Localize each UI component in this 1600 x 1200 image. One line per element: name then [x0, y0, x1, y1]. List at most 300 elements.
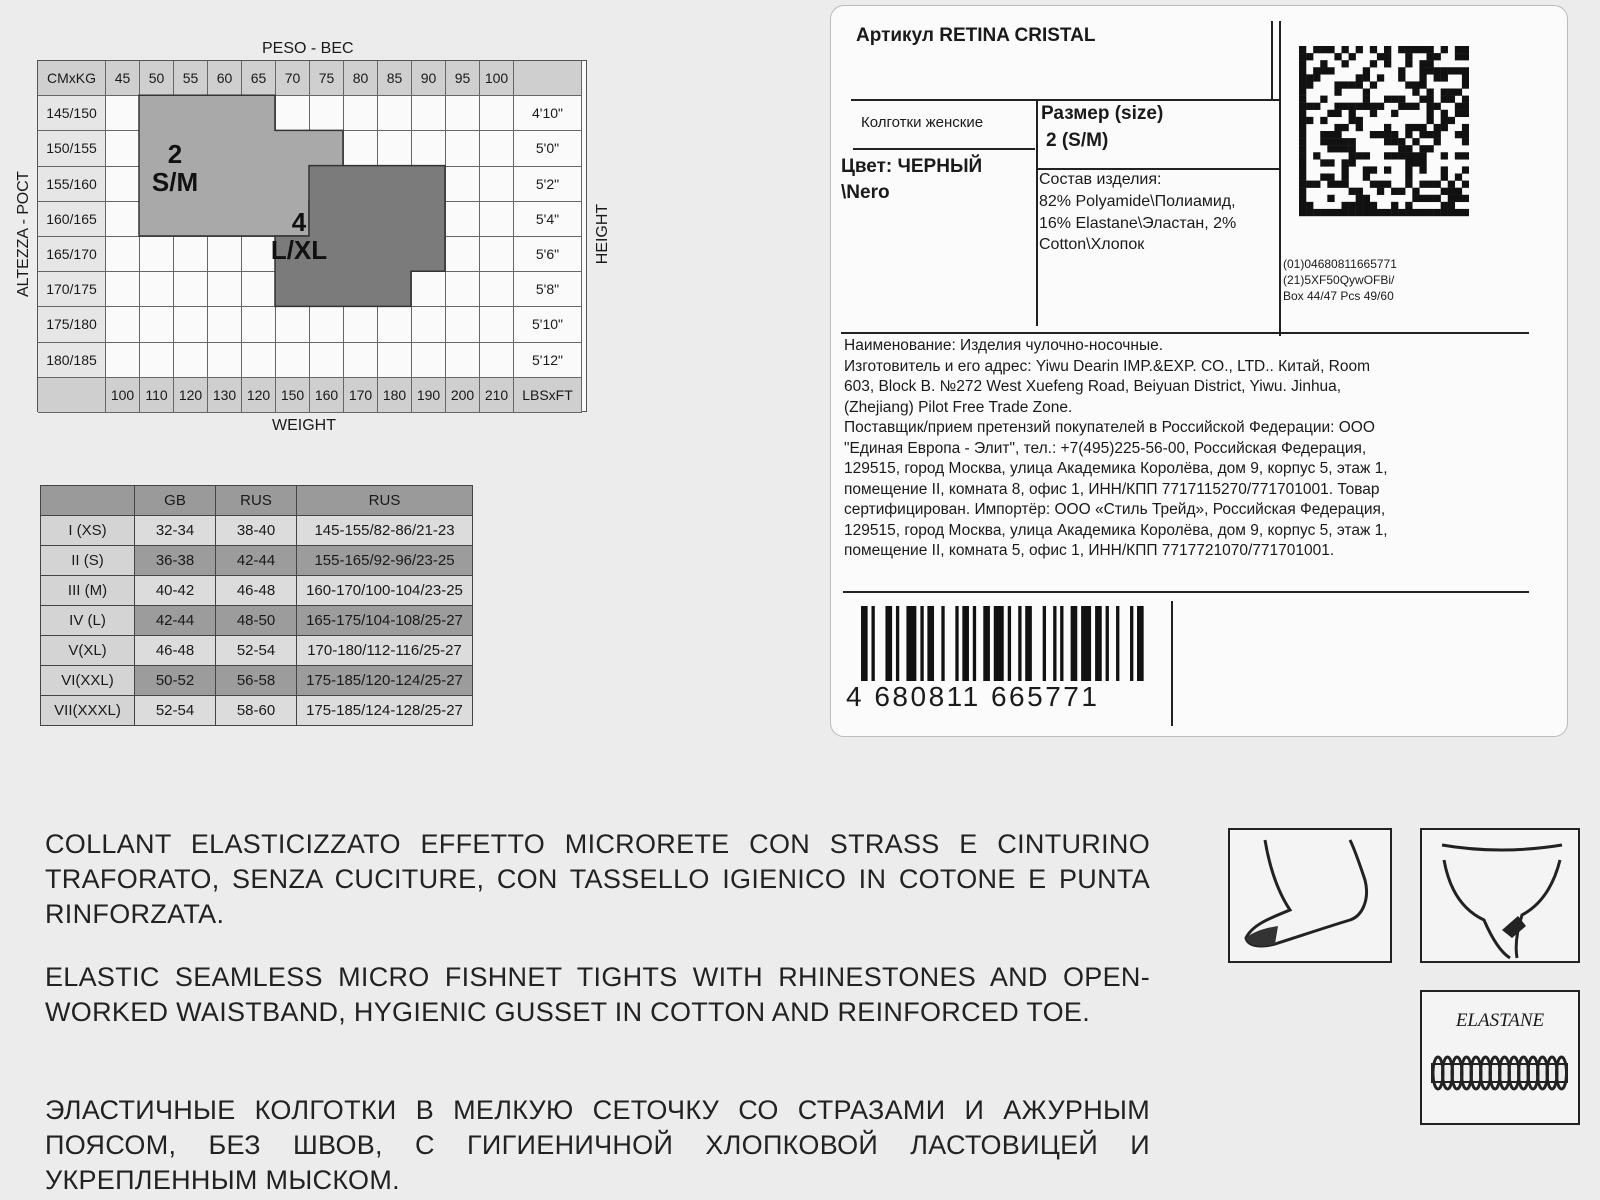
datamatrix-module: [1455, 53, 1462, 60]
description-english: ELASTIC SEAMLESS MICRO FISHNET TIGHTS WITH RHINESTONES AND OPEN-WORKED WAISTBAND, HYGIENIC GUSSET IN COTTON AND REINFORCED TOE.: [45, 962, 1150, 1027]
datamatrix-module: [1299, 53, 1306, 60]
description-italian: COLLANT ELASTICIZZATO EFFETTO MICRORETE CON STRASS E CINTURINO TRAFORATO, SENZA CUCITURE, CON TASSELLO IGIENICO IN COTONE E PUNTA RINFORZATA.: [45, 829, 1150, 929]
datamatrix-module: [1427, 131, 1434, 138]
datamatrix-module: [1462, 209, 1469, 216]
ft-tick: 5'10": [514, 307, 582, 342]
size-table-header-cell: RUS: [216, 486, 297, 516]
cm-tick: 175/180: [38, 307, 106, 342]
size-table-cell: 56-58: [216, 666, 297, 696]
datamatrix-module: [1334, 209, 1341, 216]
size-table-cell: II (S): [41, 546, 135, 576]
datamatrix-module: [1412, 209, 1419, 216]
size-table-row: [41, 666, 473, 696]
description-russian: ЭЛАСТИЧНЫЕ КОЛГОТКИ В МЕЛКУЮ СЕТОЧКУ СО СТРАЗАМИ И АЖУРНЫМ ПОЯСОМ, БЕЗ ШВОВ, С ГИГИЕНИЧНОЙ ХЛОПКОВОЙ ЛАСТОВИЦЕЙ И УКРЕПЛЕННЫМ МЫСКОМ.: [45, 1095, 1150, 1195]
info-line: Наименование: Изделия чулочно-носочные.: [844, 337, 1164, 354]
datamatrix-module: [1356, 209, 1363, 216]
barcode-bar: [1095, 606, 1102, 681]
datamatrix-module: [1405, 202, 1412, 209]
size-table-header-cell: RUS: [297, 486, 473, 516]
size-table-cell: V(XL): [41, 636, 135, 666]
datamatrix-module: [1455, 188, 1462, 195]
datamatrix-module: [1462, 67, 1469, 74]
size-table-row: [41, 546, 473, 576]
size-table-cell: 32-34: [135, 516, 216, 546]
barcode-number: 4 680811 665771: [846, 681, 1100, 712]
kg-tick: 95: [446, 61, 480, 96]
datamatrix-module: [1462, 166, 1469, 173]
datamatrix-module: [1462, 110, 1469, 117]
size-table-cell: 175-185/120-124/25-27: [297, 666, 473, 696]
datamatrix-module: [1377, 188, 1384, 195]
datamatrix-module: [1320, 96, 1327, 103]
datamatrix-module: [1356, 74, 1363, 81]
datamatrix-module: [1434, 53, 1441, 60]
datamatrix-module: [1427, 53, 1434, 60]
datamatrix-module: [1434, 138, 1441, 145]
size-table-cell: 42-44: [216, 546, 297, 576]
datamatrix-module: [1384, 53, 1391, 60]
datamatrix-module: [1419, 152, 1426, 159]
datamatrix-module: [1448, 195, 1455, 202]
datamatrix-module: [1398, 209, 1405, 216]
cm-tick: 160/165: [38, 202, 106, 237]
datamatrix-module: [1398, 145, 1405, 152]
barcode-bar: [1130, 606, 1133, 681]
datamatrix-module: [1299, 124, 1306, 131]
datamatrix-module: [1448, 67, 1455, 74]
datamatrix-module: [1441, 124, 1448, 131]
composition-line: 82% Polyamide\Полиамид,: [1039, 193, 1236, 210]
datamatrix-module: [1427, 110, 1434, 117]
size-table-row: [41, 606, 473, 636]
datamatrix-module: [1299, 117, 1306, 124]
datamatrix-module: [1299, 166, 1306, 173]
datamatrix-module: [1320, 60, 1327, 67]
datamatrix-module: [1327, 145, 1334, 152]
datamatrix-module: [1299, 96, 1306, 103]
cm-tick: 155/160: [38, 167, 106, 202]
zone-number: 2: [167, 139, 183, 169]
datamatrix-module: [1342, 174, 1349, 181]
ft-tick: 5'12": [514, 343, 582, 378]
datamatrix-module: [1363, 89, 1370, 96]
datamatrix-module: [1363, 103, 1370, 110]
datamatrix-module: [1299, 195, 1306, 202]
datamatrix-module: [1306, 117, 1313, 124]
datamatrix-module: [1342, 145, 1349, 152]
info-line: 129515, город Москва, улица Академика Королёва, дом 9, корпус 5, этаж 1,: [844, 460, 1388, 477]
datamatrix-module: [1334, 81, 1341, 88]
datamatrix-module: [1334, 89, 1341, 96]
datamatrix-module: [1391, 202, 1398, 209]
datamatrix-module: [1342, 202, 1349, 209]
datamatrix-module: [1299, 67, 1306, 74]
datamatrix-module: [1419, 166, 1426, 173]
datamatrix-module: [1299, 60, 1306, 67]
datamatrix-module: [1412, 124, 1419, 131]
datamatrix-module: [1327, 110, 1334, 117]
datamatrix-module: [1334, 131, 1341, 138]
datamatrix-module: [1412, 159, 1419, 166]
datamatrix-module: [1299, 131, 1306, 138]
datamatrix-module: [1377, 209, 1384, 216]
lbs-tick: 200: [446, 378, 480, 413]
barcode-bar: [1053, 606, 1056, 681]
datamatrix-module: [1412, 103, 1419, 110]
datamatrix-module: [1419, 181, 1426, 188]
datamatrix-module: [1441, 166, 1448, 173]
size-table-cell: 170-180/112-116/25-27: [297, 636, 473, 666]
datamatrix-module: [1441, 74, 1448, 81]
size-table: [40, 485, 473, 726]
info-line: 603, Block B. №272 West Xuefeng Road, Beiyuan District, Yiwu. Jinhua,: [844, 378, 1342, 395]
datamatrix-module: [1306, 103, 1313, 110]
datamatrix-module: [1412, 152, 1419, 159]
datamatrix-module: [1356, 46, 1363, 53]
datamatrix-module: [1370, 60, 1377, 67]
datamatrix-module: [1384, 138, 1391, 145]
barcode-bar: [1025, 606, 1032, 681]
datamatrix-module: [1327, 195, 1334, 202]
kg-tick: 75: [310, 61, 344, 96]
datamatrix-module: [1370, 110, 1377, 117]
datamatrix-module: [1349, 110, 1356, 117]
size-table-row: [41, 576, 473, 606]
info-line: Поставщик/прием претензий покупателей в Российской Федерации: ООО: [844, 419, 1375, 436]
datamatrix-module: [1412, 188, 1419, 195]
datamatrix-module: [1363, 152, 1370, 159]
datamatrix-module: [1363, 96, 1370, 103]
size-table-cell: IV (L): [41, 606, 135, 636]
datamatrix-module: [1334, 138, 1341, 145]
zone-small-label: [125, 140, 225, 196]
datamatrix-module: [1299, 103, 1306, 110]
datamatrix-module: [1419, 74, 1426, 81]
datamatrix-module: [1299, 188, 1306, 195]
size-table-cell: 42-44: [135, 606, 216, 636]
size-table-cell: 46-48: [135, 636, 216, 666]
datamatrix-module: [1299, 145, 1306, 152]
datamatrix-module: [1462, 46, 1469, 53]
datamatrix-module: [1320, 46, 1327, 53]
datamatrix-module: [1462, 103, 1469, 110]
datamatrix-module: [1384, 96, 1391, 103]
datamatrix-module: [1377, 131, 1384, 138]
size-table-cell: 48-50: [216, 606, 297, 636]
datamatrix-module: [1306, 81, 1313, 88]
datamatrix-module: [1412, 46, 1419, 53]
size-table-cell: 36-38: [135, 546, 216, 576]
size-table-cell: 145-155/82-86/21-23: [297, 516, 473, 546]
datamatrix-module: [1441, 89, 1448, 96]
datamatrix-module: [1384, 181, 1391, 188]
datamatrix-module: [1299, 138, 1306, 145]
datamatrix-module: [1327, 46, 1334, 53]
datamatrix-module: [1342, 81, 1349, 88]
datamatrix-module: [1363, 209, 1370, 216]
datamatrix-module: [1349, 138, 1356, 145]
datamatrix-module: [1320, 174, 1327, 181]
datamatrix-module: [1405, 60, 1412, 67]
composition-line: Состав изделия:: [1039, 171, 1162, 188]
datamatrix-module: [1419, 60, 1426, 67]
datamatrix-module: [1419, 195, 1426, 202]
lbs-corner-label: LBSxFT: [514, 378, 582, 413]
barcode-bar: [1008, 606, 1011, 681]
kg-tick: 60: [208, 61, 242, 96]
datamatrix-module: [1455, 195, 1462, 202]
composition-line: Cotton\Хлопок: [1039, 236, 1145, 253]
datamatrix-module: [1434, 103, 1441, 110]
datamatrix-module: [1419, 46, 1426, 53]
lbs-tick: 150: [276, 378, 310, 413]
info-line: "Единая Европа - Элит", тел.: +7(495)225-56-00, Российская Федерация,: [844, 439, 1367, 457]
datamatrix-module: [1342, 138, 1349, 145]
datamatrix-module: [1313, 152, 1320, 159]
datamatrix-module: [1356, 124, 1363, 131]
size-table-cell: 52-54: [135, 696, 216, 726]
datamatrix-module: [1391, 96, 1398, 103]
datamatrix-module: [1462, 181, 1469, 188]
ean-barcode: [861, 606, 1151, 688]
datamatrix-module: [1405, 81, 1412, 88]
barcode-bar: [871, 606, 874, 681]
datamatrix-module: [1441, 117, 1448, 124]
datamatrix-code: [1299, 46, 1469, 218]
elastane-icon: [1420, 990, 1580, 1125]
datamatrix-module: [1349, 188, 1356, 195]
lbs-tick: 160: [310, 378, 344, 413]
datamatrix-module: [1391, 188, 1398, 195]
size-table-cell: 38-40: [216, 516, 297, 546]
chart-left-caption: ALTEZZA - РОСТ: [15, 171, 32, 297]
datamatrix-module: [1334, 145, 1341, 152]
info-line: сертифицирован. Импортёр: ООО «Стиль Трейд», Российская Федерация,: [844, 501, 1386, 518]
datamatrix-module: [1384, 46, 1391, 53]
lbs-tick: 180: [378, 378, 412, 413]
datamatrix-module: [1363, 195, 1370, 202]
barcode-bar: [1060, 606, 1063, 681]
datamatrix-module: [1441, 152, 1448, 159]
datamatrix-module: [1448, 188, 1455, 195]
datamatrix-module: [1342, 166, 1349, 173]
datamatrix-module: [1377, 53, 1384, 60]
size-grid-chart: [37, 60, 587, 412]
cm-tick: 145/150: [38, 96, 106, 131]
datamatrix-module: [1434, 131, 1441, 138]
barcode-bar: [1043, 606, 1046, 681]
datamatrix-module: [1313, 67, 1320, 74]
datamatrix-module: [1327, 138, 1334, 145]
datamatrix-module: [1320, 209, 1327, 216]
datamatrix-module: [1363, 67, 1370, 74]
ft-tick: 5'2": [514, 167, 582, 202]
datamatrix-module: [1349, 209, 1356, 216]
kg-tick: 90: [412, 61, 446, 96]
kg-tick: 80: [344, 61, 378, 96]
chart-top-caption: PESO - ВЕС: [262, 40, 354, 57]
datamatrix-module: [1349, 53, 1356, 60]
datamatrix-module: [1405, 124, 1412, 131]
kg-tick: 45: [106, 61, 140, 96]
datamatrix-module: [1398, 96, 1405, 103]
datamatrix-module: [1349, 202, 1356, 209]
datamatrix-module: [1384, 166, 1391, 173]
datamatrix-module: [1299, 181, 1306, 188]
lbs-tick: 100: [106, 378, 140, 413]
datamatrix-module: [1434, 74, 1441, 81]
barcode-bar: [994, 606, 1004, 681]
datamatrix-module: [1377, 181, 1384, 188]
datamatrix-module: [1370, 181, 1377, 188]
datamatrix-module: [1391, 131, 1398, 138]
datamatrix-module: [1427, 195, 1434, 202]
datamatrix-module: [1299, 110, 1306, 117]
datamatrix-module: [1405, 174, 1412, 181]
datamatrix-module: [1342, 159, 1349, 166]
ft-tick: 5'6": [514, 237, 582, 272]
ft-tick: 5'0": [514, 131, 582, 166]
composition-line: 16% Elastane\Эластан, 2%: [1039, 215, 1237, 232]
datamatrix-module: [1384, 209, 1391, 216]
datamatrix-module: [1391, 138, 1398, 145]
datamatrix-module: [1391, 209, 1398, 216]
datamatrix-module: [1427, 117, 1434, 124]
datamatrix-module: [1349, 81, 1356, 88]
datamatrix-module: [1356, 117, 1363, 124]
datamatrix-module: [1349, 145, 1356, 152]
datamatrix-module: [1299, 159, 1306, 166]
datamatrix-module: [1306, 209, 1313, 216]
datamatrix-module: [1419, 124, 1426, 131]
datamatrix-module: [1306, 181, 1313, 188]
datamatrix-module: [1334, 53, 1341, 60]
zone-size-label: L/XL: [270, 235, 328, 265]
datamatrix-module: [1384, 124, 1391, 131]
datamatrix-module: [1462, 124, 1469, 131]
barcode-bar: [861, 606, 868, 681]
datamatrix-module: [1320, 67, 1327, 74]
datamatrix-module: [1419, 159, 1426, 166]
size-table-cell: 46-48: [216, 576, 297, 606]
datamatrix-module: [1434, 124, 1441, 131]
datamatrix-module: [1320, 159, 1327, 166]
datamatrix-module: [1455, 89, 1462, 96]
barcode-bar: [1106, 606, 1109, 681]
cm-tick: 170/175: [38, 272, 106, 307]
datamatrix-module: [1419, 131, 1426, 138]
datamatrix-module: [1384, 152, 1391, 159]
size-table-cell: 40-42: [135, 576, 216, 606]
size-table-cell: III (M): [41, 576, 135, 606]
datamatrix-module: [1299, 202, 1306, 209]
datamatrix-module: [1363, 174, 1370, 181]
product-type: Колготки женские: [861, 114, 984, 131]
datamatrix-module: [1299, 174, 1306, 181]
datamatrix-module: [1299, 152, 1306, 159]
datamatrix-module: [1370, 131, 1377, 138]
datamatrix-module: [1320, 138, 1327, 145]
datamatrix-module: [1342, 181, 1349, 188]
datamatrix-module: [1441, 209, 1448, 216]
datamatrix-module: [1405, 159, 1412, 166]
barcode-bar: [927, 606, 934, 681]
datamatrix-module: [1462, 152, 1469, 159]
ft-tick: 5'4": [514, 202, 582, 237]
lbs-tick: 120: [242, 378, 276, 413]
datamatrix-module: [1455, 46, 1462, 53]
datamatrix-module: [1462, 131, 1469, 138]
ft-tick: 4'10": [514, 96, 582, 131]
barcode-bar: [1116, 606, 1119, 681]
datamatrix-module: [1455, 209, 1462, 216]
kg-tick: 65: [242, 61, 276, 96]
datamatrix-module: [1349, 152, 1356, 159]
datamatrix-module: [1313, 74, 1320, 81]
size-table-cell: 175-185/124-128/25-27: [297, 696, 473, 726]
size-table-header: [41, 486, 473, 516]
datamatrix-module: [1370, 209, 1377, 216]
size-table-cell: 160-170/100-104/23-25: [297, 576, 473, 606]
datamatrix-module: [1412, 195, 1419, 202]
datamatrix-module: [1349, 159, 1356, 166]
datamatrix-module: [1462, 74, 1469, 81]
datamatrix-module: [1441, 188, 1448, 195]
datamatrix-module: [1455, 67, 1462, 74]
size-table-header-cell: GB: [135, 486, 216, 516]
datamatrix-module: [1398, 67, 1405, 74]
datamatrix-module: [1370, 103, 1377, 110]
lbs-tick: 120: [174, 378, 208, 413]
size-table-cell: VII(XXXL): [41, 696, 135, 726]
chart-right-caption: HEIGHT: [594, 203, 611, 265]
lbs-tick: 130: [208, 378, 242, 413]
datamatrix-module: [1441, 174, 1448, 181]
datamatrix-module: [1434, 181, 1441, 188]
datamatrix-module: [1462, 81, 1469, 88]
barcode-bar: [1071, 606, 1078, 681]
barcode-bar: [1137, 606, 1144, 681]
datamatrix-module: [1448, 117, 1455, 124]
datamatrix-module: [1448, 181, 1455, 188]
datamatrix-module: [1427, 96, 1434, 103]
datamatrix-module: [1313, 181, 1320, 188]
color-line: Цвет: ЧЕРНЫЙ: [841, 156, 983, 177]
barcode-bar: [896, 606, 899, 681]
datamatrix-module: [1419, 81, 1426, 88]
lbs-tick: 170: [344, 378, 378, 413]
datamatrix-module: [1427, 67, 1434, 74]
datamatrix-module: [1356, 202, 1363, 209]
size-table-row: [41, 516, 473, 546]
ft-tick: 5'8": [514, 272, 582, 307]
datamatrix-module: [1427, 89, 1434, 96]
size-table-cell: 155-165/92-96/23-25: [297, 546, 473, 576]
datamatrix-module: [1299, 81, 1306, 88]
barcode-bar: [1081, 606, 1091, 681]
datamatrix-module: [1356, 103, 1363, 110]
datamatrix-module: [1391, 110, 1398, 117]
datamatrix-module: [1427, 103, 1434, 110]
datamatrix-module: [1405, 103, 1412, 110]
datamatrix-module: [1342, 124, 1349, 131]
datamatrix-module: [1434, 209, 1441, 216]
datamatrix-module: [1398, 188, 1405, 195]
size-title: Размер (size): [1041, 103, 1164, 124]
zone-size-label: S/M: [151, 167, 199, 197]
datamatrix-module: [1363, 166, 1370, 173]
size-table-cell: 52-54: [216, 636, 297, 666]
